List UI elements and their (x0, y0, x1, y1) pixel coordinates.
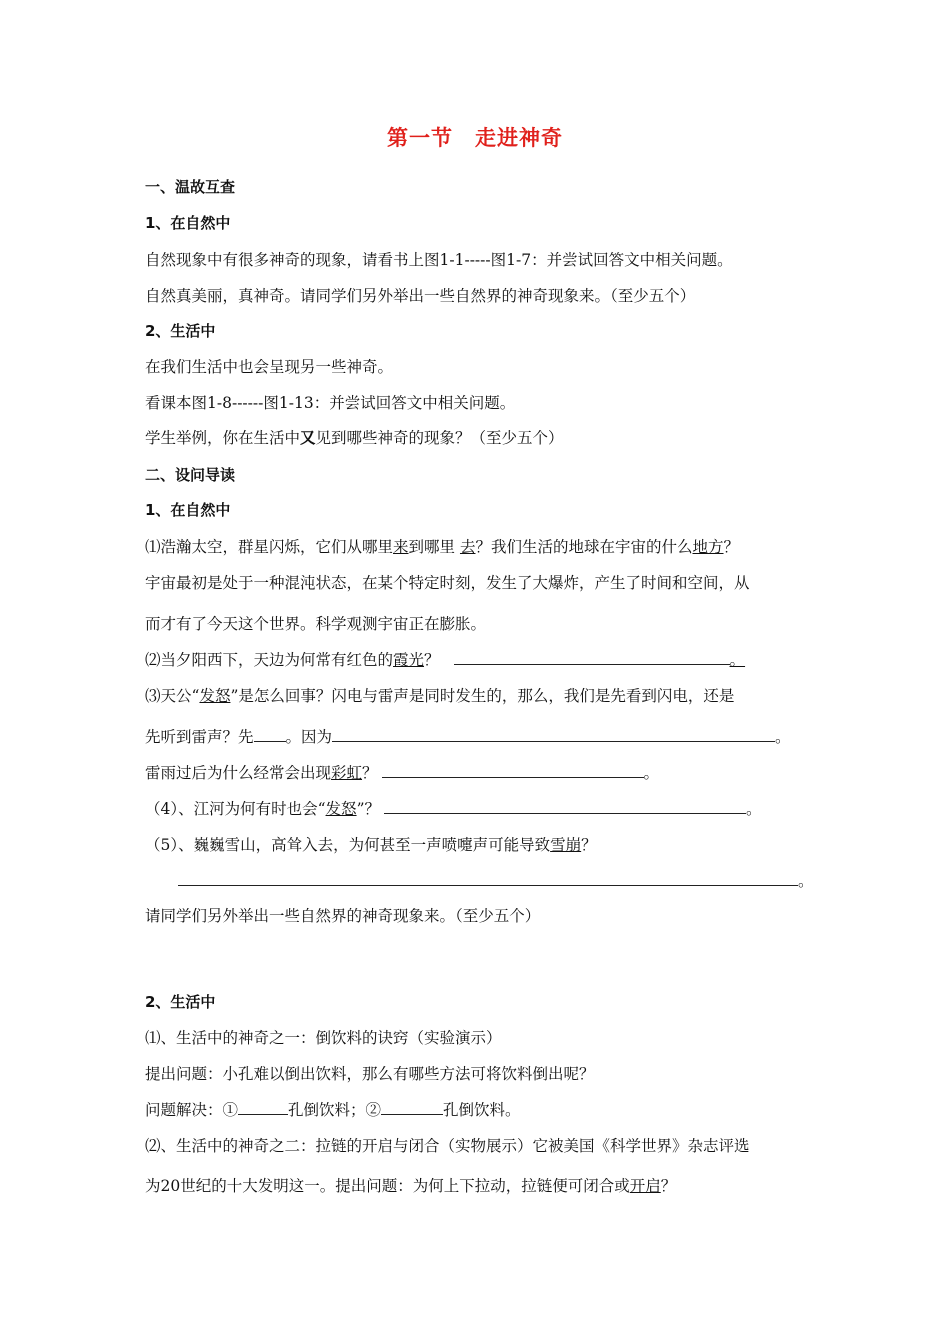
text: ？ (723, 538, 740, 556)
text: 。因为 (285, 728, 333, 746)
underlined-term: 发怒 (199, 687, 231, 705)
text: 孔倒饮料；② (288, 1101, 382, 1119)
paragraph: 宇宙最初是处于一种混沌状态，在某个特定时刻，发生了大爆炸，产生了时间和空间，从 (145, 574, 750, 592)
text: 孔倒饮料。 (443, 1101, 521, 1119)
text: ？我们生活的地球在宇宙的什么 (475, 538, 693, 556)
answer-blank[interactable] (382, 763, 644, 778)
section-heading-guided: 二、设问导读 (145, 466, 236, 484)
text: ？ (362, 764, 378, 782)
paragraph (145, 1176, 825, 1196)
text: 为20世纪的十大发明这一。提出问题：为何上下拉动，拉链便可闭合或 (145, 1177, 630, 1195)
text: 见到哪些神奇的现象？（至少五个） (315, 429, 564, 447)
underlined-term: 霞光 (393, 651, 425, 669)
text: 又 (300, 428, 316, 447)
paragraph: 自然现象中有很多神奇的现象，请看书上图1-1-----图1-7：并尝试回答文中相关问题。 (145, 251, 733, 269)
question-5 (145, 835, 825, 855)
answer-blank[interactable] (178, 871, 798, 886)
answer-blank[interactable] (254, 727, 286, 742)
paragraph: 请同学们另外举出一些自然界的神奇现象来。（至少五个） (145, 907, 541, 925)
page-title: 第一节 走进神奇 (387, 126, 563, 150)
paragraph: 看课本图1-8------图1-13：并尝试回答文中相关问题。 (145, 394, 516, 412)
underlined-term: 发怒 (325, 800, 357, 818)
text: ⑴浩瀚太空，群星闪烁，它们从哪里 (145, 538, 394, 556)
text: 。 (798, 872, 814, 890)
question-2 (145, 650, 825, 670)
underlined-term: 地方 (692, 538, 724, 556)
text: 雷雨过后为什么经常会出现 (145, 764, 332, 782)
subheading-life: 2、生活中 (145, 322, 216, 340)
question-1 (145, 537, 825, 557)
answer-blank[interactable] (332, 727, 775, 742)
paragraph: ⑵、生活中的神奇之二：拉链的开启与闭合（实物展示）它被美国《科学世界》杂志评选 (145, 1137, 750, 1155)
question-3 (145, 686, 825, 706)
text: 问题解决：① (145, 1101, 239, 1119)
text: 到哪里 (408, 538, 460, 556)
text: 学生举例，你在生活中 (145, 429, 301, 447)
text: ⑵当夕阳西下，天边为何常有红色的 (145, 651, 394, 669)
paragraph: 自然真美丽，真神奇。请同学们另外举出一些自然界的神奇现象来。（至少五个） (145, 287, 696, 305)
paragraph: 提出问题：小孔难以倒出饮料，那么有哪些方法可将饮料倒出呢？ (145, 1065, 595, 1083)
text: ？ (424, 651, 440, 669)
text: （4）、江河为何有时也会“ (145, 800, 326, 818)
subheading-nature: 1、在自然中 (145, 501, 231, 519)
text: ”？ (356, 800, 380, 818)
answer-blank[interactable] (238, 1100, 288, 1115)
text: ⑶天公“ (145, 687, 200, 705)
answer-blank[interactable] (381, 1100, 443, 1115)
question-3-rainbow (145, 763, 825, 783)
answer-blank[interactable] (384, 799, 746, 814)
text: （5）、巍巍雪山，高耸入去，为何甚至一声喷嚏声可能导致 (145, 836, 551, 854)
text: ？ (660, 1177, 677, 1195)
text: 。 (729, 651, 746, 669)
answer-blank[interactable] (454, 650, 730, 665)
question-3-continued (145, 727, 825, 747)
question-4 (145, 799, 825, 819)
text: 先听到雷声？先 (145, 728, 254, 746)
section-heading-review: 一、温故互查 (145, 178, 236, 196)
underlined-term: 雪崩 (550, 836, 582, 854)
text: 。 (775, 728, 791, 746)
paragraph (145, 428, 825, 448)
text: 。 (643, 764, 660, 782)
text: 。 (746, 800, 762, 818)
underlined-term: 开启 (629, 1177, 661, 1195)
problem-solution (145, 1100, 825, 1120)
underlined-term: 去 (459, 538, 476, 556)
paragraph: 在我们生活中也会呈现另一些神奇。 (145, 358, 394, 376)
subheading-life: 2、生活中 (145, 993, 216, 1011)
subheading-nature: 1、在自然中 (145, 214, 231, 232)
paragraph: 而才有了今天这个世界。科学观测宇宙正在膨胀。 (145, 615, 487, 633)
text: ”是怎么回事？闪电与雷声是同时发生的，那么，我们是先看到闪电，还是 (230, 687, 735, 705)
underlined-term: 来 (393, 538, 409, 556)
underlined-term: 彩虹 (331, 764, 363, 782)
text: ？ (581, 836, 597, 854)
paragraph: ⑴、生活中的神奇之一：倒饮料的诀窍（实验演示） (145, 1029, 502, 1047)
question-5-answer (145, 871, 825, 891)
